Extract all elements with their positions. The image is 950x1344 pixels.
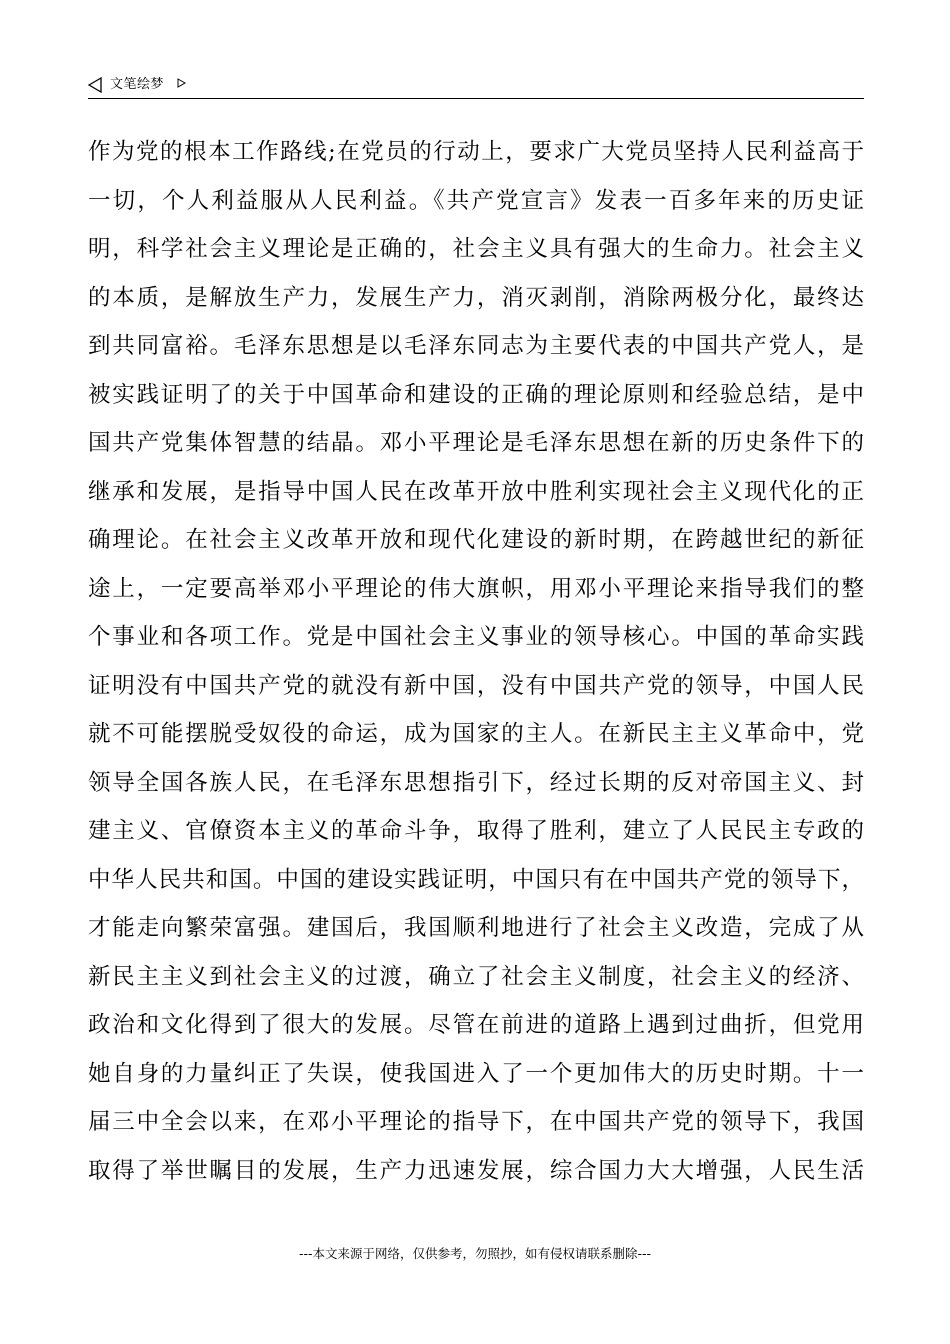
text-line: 才能走向繁荣富强。建国后，我国顺利地进行了社会主义改造，完成了从	[88, 915, 864, 941]
text-line: 个事业和各项工作。党是中国社会主义事业的领导核心。中国的革命实践	[88, 624, 864, 650]
page-header	[88, 74, 864, 99]
triangle-left-outline-icon	[88, 77, 102, 93]
header-title: 文笔绘梦	[110, 77, 165, 92]
text-line: 明，科学社会主义理论是正确的，社会主义具有强大的生命力。社会主义	[88, 236, 864, 262]
text-line: 的本质，是解放生产力，发展生产力，消灭剥削，消除两极分化，最终达	[88, 284, 864, 311]
text-line: 建主义、官僚资本主义的革命斗争，取得了胜利，建立了人民民主专政的	[88, 818, 864, 844]
text-line: 国共产党集体智慧的结晶。邓小平理论是毛泽东思想在新的历史条件下的	[88, 430, 864, 456]
text-line: 作为党的根本工作路线;在党员的行动上，要求广大党员坚持人民利益高于	[88, 139, 864, 165]
text-line: 届三中全会以来，在邓小平理论的指导下，在中国共产党的领导下，我国	[88, 1109, 864, 1135]
text-line: 到共同富裕。毛泽东思想是以毛泽东同志为主要代表的中国共产党人，是	[88, 333, 864, 359]
text-line: 新民主主义到社会主义的过渡，确立了社会主义制度，社会主义的经济、	[88, 963, 864, 990]
text-line: 取得了举世瞩目的发展，生产力迅速发展，综合国力大大增强，人民生活	[88, 1157, 864, 1184]
text-line: 一切，个人利益服从人民利益。《共产党宣言》发表一百多年来的历史证	[88, 187, 864, 214]
text-line: 继承和发展，是指导中国人民在改革开放中胜利实现社会主义现代化的正	[88, 478, 864, 505]
triangle-right-outline-icon	[177, 78, 186, 88]
text-line: 证明没有中国共产党的就没有新中国，没有中国共产党的领导，中国人民	[88, 672, 864, 699]
page-footer-note: ---本文来源于网络，仅供参考，勿照抄，如有侵权请联系删除---	[298, 1246, 652, 1261]
text-line: 确理论。在社会主义改革开放和现代化建设的新时期，在跨越世纪的新征	[88, 527, 864, 553]
text-line: 途上，一定要高举邓小平理论的伟大旗帜，用邓小平理论来指导我们的整	[88, 575, 864, 602]
text-line: 被实践证明了的关于中国革命和建设的正确的理论原则和经验总结，是中	[88, 381, 864, 408]
document-body	[88, 128, 864, 1195]
text-line: 中华人民共和国。中国的建设实践证明，中国只有在中国共产党的领导下，	[88, 866, 864, 893]
text-line: 她自身的力量纠正了失误，使我国进入了一个更加伟大的历史时期。十一	[88, 1060, 864, 1087]
text-line: 政治和文化得到了很大的发展。尽管在前进的道路上遇到过曲折，但党用	[88, 1012, 864, 1038]
text-line: 领导全国各族人民，在毛泽东思想指引下，经过长期的反对帝国主义、封	[88, 769, 864, 796]
text-line: 就不可能摆脱受奴役的命运，成为国家的主人。在新民主主义革命中，党	[88, 721, 864, 747]
